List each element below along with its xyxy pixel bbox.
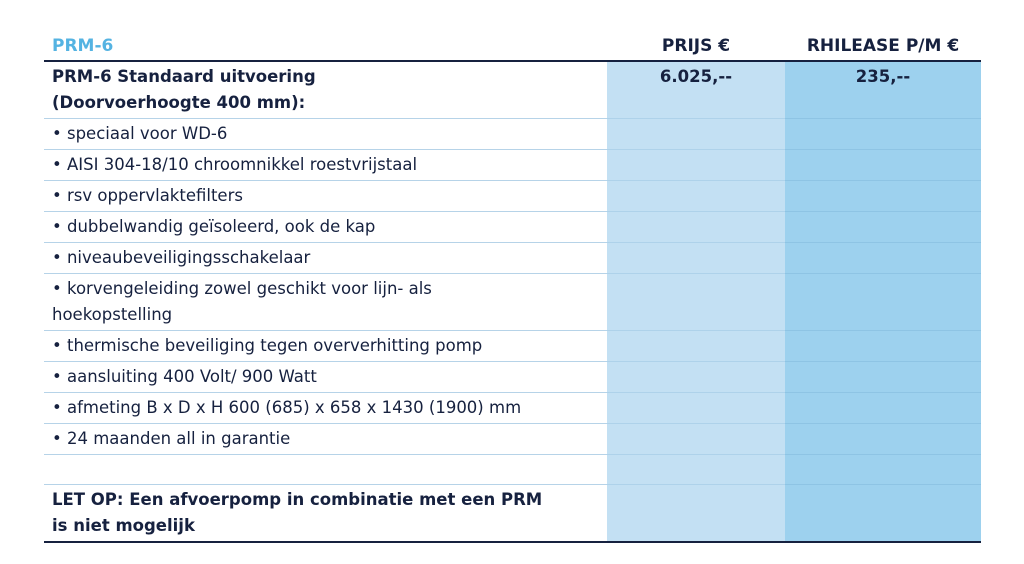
row-lease [785,393,981,424]
row-lease [785,243,981,274]
row-lease [785,424,981,455]
row-description: • dubbelwandig geïsoleerd, ook de kap [44,212,607,243]
note-text: LET OP: Een afvoerpomp in combinatie met een PRM is niet mogelijk [52,490,543,535]
table-row [44,150,981,181]
row-lease [785,150,981,181]
price-table [44,32,981,543]
row-description: • 24 maanden all in garantie [44,424,607,455]
row-lease [785,119,981,150]
table-row [44,424,981,455]
row-description: • thermische beveiliging tegen oververhitting pomp [44,331,607,362]
row-description: • niveaubeveiligingsschakelaar [44,243,607,274]
row-description: • AISI 304-18/10 chroomnikkel roestvrijstaal [44,150,607,181]
table-row [44,62,981,119]
table-row [44,274,981,331]
row-lease [785,331,981,362]
lease-column-header: RHILEASE P/M € [806,36,960,56]
row-price [607,243,785,274]
table-row [44,212,981,243]
row-lease [785,485,981,541]
row-price [607,455,785,485]
row-price [607,181,785,212]
row-description [44,455,607,485]
row-lease [785,274,981,331]
row-price [607,119,785,150]
row-price [607,331,785,362]
row-lease: 235,-- [785,62,981,119]
table-row [44,393,981,424]
price-column-header: PRIJS € [661,36,731,56]
row-description: • korvengeleiding zowel geschikt voor lijn- als hoekopstelling [44,274,607,331]
row-description: • aansluiting 400 Volt/ 900 Watt [44,362,607,393]
table-row-empty [44,455,981,485]
row-price [607,362,785,393]
row-price [607,150,785,181]
row-lease [785,455,981,485]
table-row [44,181,981,212]
row-price [607,393,785,424]
row-lease [785,362,981,393]
row-description: • speciaal voor WD-6 [44,119,607,150]
table-row [44,362,981,393]
row-lease [785,212,981,243]
row-description: PRM-6 Standaard uitvoering (Doorvoerhoogte 400 mm): [44,62,607,119]
product-title: PRM-6 [52,36,114,56]
row-price [607,274,785,331]
table-header [44,32,981,62]
table-row [44,243,981,274]
row-description: • afmeting B x D x H 600 (685) x 658 x 1430 (1900) mm [44,393,607,424]
table-row-note [44,485,981,543]
row-price [607,424,785,455]
row-description: • rsv oppervlaktefilters [44,181,607,212]
table-row [44,331,981,362]
table-row [44,119,981,150]
row-lease [785,181,981,212]
row-price [607,212,785,243]
row-price [607,485,785,541]
row-price: 6.025,-- [607,62,785,119]
